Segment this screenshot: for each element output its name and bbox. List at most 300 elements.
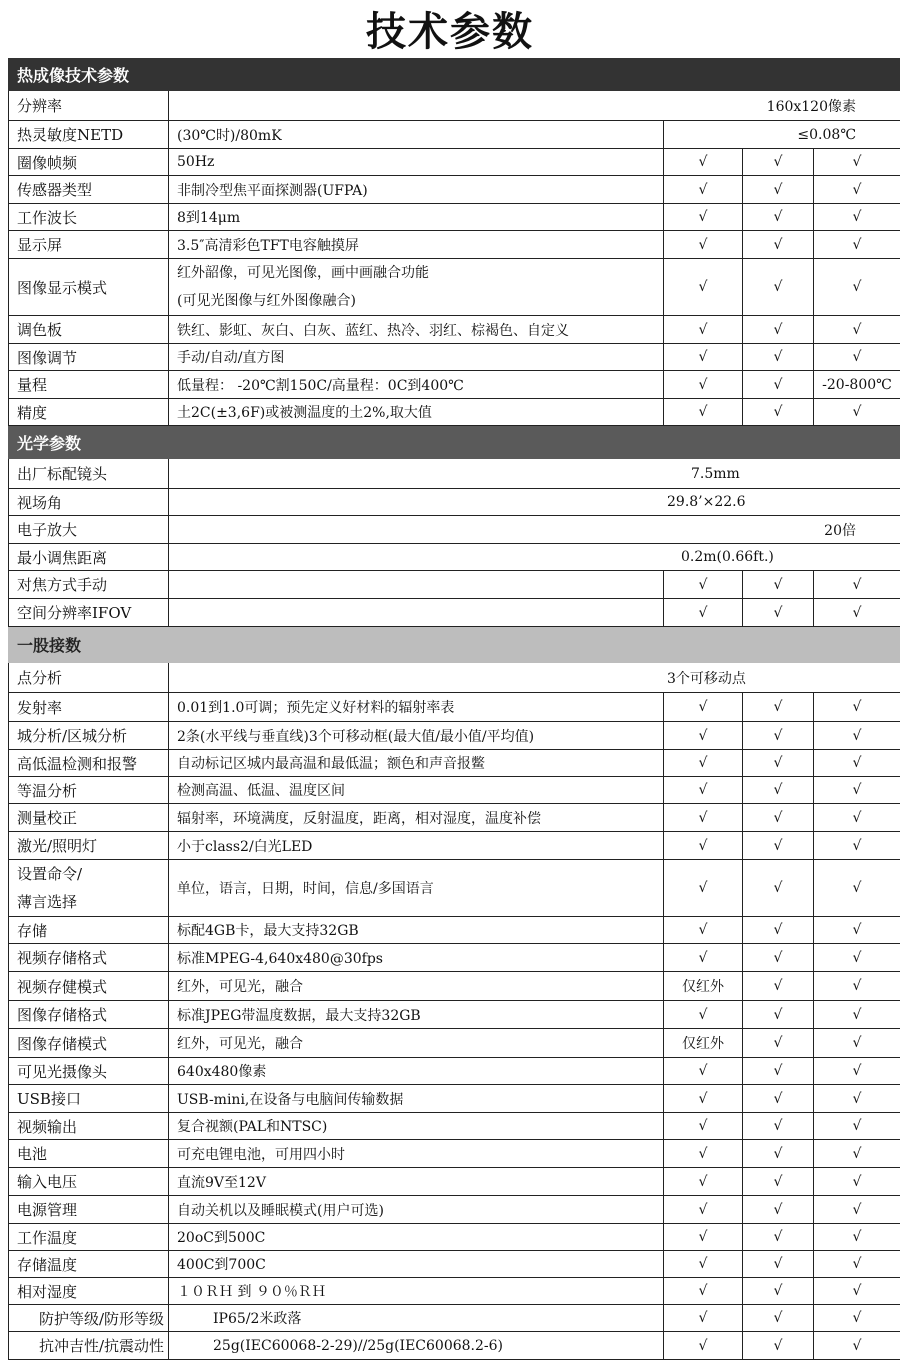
spec-name-cell <box>9 1332 169 1360</box>
spec-name: 调色板 <box>17 321 63 339</box>
spec-wide-value-cell <box>664 91 900 121</box>
spec-row <box>9 917 900 944</box>
check-mark: √ <box>773 837 783 854</box>
spec-name-cell <box>9 1085 169 1113</box>
spec-check-cell <box>664 832 743 860</box>
spec-check-cell <box>743 1140 814 1168</box>
check-mark: √ <box>698 236 708 253</box>
spec-row <box>9 1224 900 1251</box>
spec-wide-value: 0.2m(0.66ft.) <box>681 549 774 565</box>
spec-check-cell <box>743 1251 814 1278</box>
spec-check-cell <box>814 344 900 371</box>
spec-check-cell <box>664 1332 743 1360</box>
spec-row <box>9 1196 900 1224</box>
spec-name-cell <box>9 1140 169 1168</box>
spec-check-cell <box>664 344 743 371</box>
spec-row <box>9 1168 900 1196</box>
check-mark: √ <box>773 1256 783 1272</box>
spec-desc-cell <box>169 371 664 399</box>
spec-check-cell <box>814 1224 900 1251</box>
spec-name: 发射率 <box>17 698 63 717</box>
spec-name-cell <box>9 722 169 750</box>
spec-desc-cell <box>169 149 664 176</box>
spec-check-cell <box>664 1058 743 1085</box>
check-mark: √ <box>852 949 862 966</box>
spec-name-cell <box>9 1278 169 1305</box>
spec-name: 空间分辨率IFOV <box>17 604 132 622</box>
check-mark: √ <box>698 809 708 826</box>
spec-row <box>9 722 900 750</box>
check-mark: √ <box>773 978 783 994</box>
spec-check-cell <box>743 972 814 1001</box>
check-mark: √ <box>773 1229 783 1245</box>
check-mark: √ <box>773 209 783 225</box>
check-mark: √ <box>852 1283 862 1299</box>
spec-name-cell <box>9 544 169 571</box>
spec-desc: 直流9V至12V <box>177 1174 266 1191</box>
check-mark: √ <box>698 181 708 198</box>
spec-check-cell <box>664 944 743 972</box>
spec-check-cell <box>743 722 814 750</box>
spec-name-cell <box>9 944 169 972</box>
spec-desc: 检测高温、低温、温度区间 <box>177 783 345 799</box>
spec-row <box>9 371 900 399</box>
spec-check-cell <box>664 1196 743 1224</box>
spec-desc: 复合视额(PAL和NTSC) <box>177 1119 328 1135</box>
spec-wide-value-cell <box>664 516 900 544</box>
spec-check-cell <box>664 917 743 944</box>
spec-name: 相对湿度 <box>17 1282 78 1301</box>
spec-desc-cell <box>169 204 664 231</box>
spec-check-cell <box>664 599 743 627</box>
spec-desc-cell <box>169 944 664 972</box>
spec-name: 视频存健模式 <box>17 977 108 996</box>
spec-check-cell <box>664 176 743 204</box>
check-mark: √ <box>773 1283 783 1299</box>
spec-name-cell <box>9 1196 169 1224</box>
check-mark: √ <box>852 1256 862 1272</box>
check-mark: √ <box>773 1173 783 1190</box>
spec-check-cell <box>814 571 900 599</box>
spec-name: 最小调焦距离 <box>17 548 108 567</box>
spec-name-cell <box>9 399 169 426</box>
check-mark: √ <box>698 1201 708 1218</box>
spec-check-cell <box>664 1278 743 1305</box>
spec-desc-line2: (可见光图像与红外图像融合) <box>177 293 356 309</box>
spec-name-cell <box>9 459 169 489</box>
spec-name-cell <box>9 599 169 627</box>
check-mark: √ <box>852 1090 862 1107</box>
spec-check-cell <box>814 176 900 204</box>
spec-name: 存储 <box>17 921 48 940</box>
spec-row <box>9 204 900 231</box>
spec-desc-cell <box>169 176 664 204</box>
spec-desc: 铁红、影虹、灰白、白灰、蓝红、热冷、羽红、棕褐色、自定义 <box>177 322 569 339</box>
check-mark: √ <box>852 978 862 994</box>
spec-desc: 可充电锂电池，可用四小时 <box>177 1146 345 1163</box>
spec-name: 视场角 <box>17 493 63 512</box>
section-title: 热成像技术参数 <box>9 59 900 91</box>
spec-desc: 非制冷型焦平面探测器(UFPA) <box>177 182 368 199</box>
spec-check-cell <box>743 149 814 176</box>
check-mark: √ <box>773 1035 783 1051</box>
spec-row <box>9 944 900 972</box>
spec-desc-cell <box>169 259 664 316</box>
spec-name: 量程 <box>17 376 48 394</box>
check-mark: √ <box>852 1145 862 1162</box>
spec-name: 电池 <box>17 1145 48 1163</box>
spec-name: 图像显示模式 <box>17 278 108 297</box>
spec-check-cell <box>743 176 814 204</box>
spec-name: USB接口 <box>17 1090 81 1108</box>
page-title: 技术参数 <box>366 9 534 55</box>
check-mark: √ <box>698 279 708 295</box>
spec-check-cell <box>743 832 814 860</box>
check-mark: √ <box>852 236 862 253</box>
spec-check-cell <box>814 1085 900 1113</box>
spec-desc-cell <box>169 1224 664 1251</box>
check-mark: -20-800℃ <box>822 376 892 393</box>
spec-name: 输入电压 <box>17 1173 78 1191</box>
spec-row <box>9 1251 900 1278</box>
spec-desc: 400C到700C <box>177 1257 266 1273</box>
spec-check-cell <box>743 399 814 426</box>
spec-name-cell <box>9 693 169 722</box>
spec-wide-value-cell <box>169 544 900 571</box>
spec-desc-cell <box>169 1278 664 1305</box>
spec-check-cell <box>664 1168 743 1196</box>
spec-row <box>9 489 900 516</box>
spec-check-cell <box>814 1029 900 1058</box>
spec-check-cell <box>814 1168 900 1196</box>
spec-desc: 3.5″高清彩色TFT电容触摸屏 <box>177 237 359 254</box>
section-header-row <box>9 59 900 91</box>
spec-check-cell <box>814 149 900 176</box>
spec-check-cell <box>743 571 814 599</box>
spec-desc-cell <box>169 804 664 832</box>
check-mark: √ <box>773 1090 783 1107</box>
spec-check-cell <box>743 204 814 231</box>
spec-row <box>9 832 900 860</box>
spec-check-cell <box>743 1113 814 1140</box>
check-mark: √ <box>698 1173 708 1190</box>
spec-name: 图像存储格式 <box>17 1006 108 1024</box>
spec-row <box>9 750 900 777</box>
spec-name-cell <box>9 316 169 344</box>
spec-name: 对焦方式手动 <box>17 576 108 594</box>
spec-check-cell <box>743 1305 814 1332</box>
spec-desc: 25g(IEC60068-2-29)//25g(IEC60068.2-6) <box>213 1337 504 1354</box>
section-header-row <box>9 627 900 663</box>
check-mark: √ <box>698 376 708 393</box>
spec-check-cell <box>743 344 814 371</box>
spec-name-cell <box>9 91 169 121</box>
check-mark: √ <box>852 782 862 798</box>
spec-name: 激光/照明灯 <box>17 837 98 855</box>
check-mark: √ <box>852 1310 862 1326</box>
spec-check-cell <box>814 917 900 944</box>
spec-check-cell <box>814 1113 900 1140</box>
spec-check-cell <box>664 1113 743 1140</box>
check-mark: √ <box>852 604 862 621</box>
check-mark: √ <box>698 1090 708 1107</box>
spec-desc-cell <box>169 972 664 1001</box>
check-mark: √ <box>773 1063 783 1079</box>
check-mark: √ <box>698 404 708 420</box>
spec-check-cell <box>814 777 900 804</box>
check-mark: √ <box>698 1337 708 1354</box>
spec-wide-value-cell <box>169 663 900 693</box>
spec-name-cell <box>9 516 169 544</box>
spec-check-cell <box>664 750 743 777</box>
check-mark: √ <box>852 755 862 771</box>
spec-row <box>9 972 900 1001</box>
check-mark: √ <box>698 880 708 896</box>
check-mark: √ <box>773 699 783 715</box>
spec-check-cell <box>814 259 900 316</box>
spec-name: 防护等级/防形等级 <box>39 1309 165 1328</box>
spec-row <box>9 1001 900 1029</box>
spec-row <box>9 1113 900 1140</box>
spec-desc: 640x480像素 <box>177 1064 267 1080</box>
spec-row <box>9 599 900 627</box>
spec-check-cell <box>664 1029 743 1058</box>
check-mark: √ <box>698 755 708 771</box>
check-mark: √ <box>773 376 783 393</box>
spec-check-cell <box>814 1058 900 1085</box>
spec-check-cell <box>814 1332 900 1360</box>
spec-check-cell <box>743 1085 814 1113</box>
spec-desc: 标准MPEG-4,640x480@30fps <box>177 950 383 967</box>
check-mark: √ <box>773 349 783 365</box>
spec-name-cell <box>9 344 169 371</box>
spec-name: 出厂标配镜头 <box>17 465 108 483</box>
spec-name: 传感器类型 <box>17 181 93 199</box>
spec-name: 设置命令/ <box>17 865 83 883</box>
spec-name-cell <box>9 176 169 204</box>
spec-name-cell <box>9 1058 169 1085</box>
spec-check-cell <box>814 371 900 399</box>
spec-row <box>9 316 900 344</box>
check-mark: √ <box>698 1310 708 1326</box>
spec-desc-cell <box>169 1332 664 1360</box>
check-mark: √ <box>773 236 783 253</box>
spec-name: 高低温检测和报警 <box>17 754 138 773</box>
spec-wide-value: ≤0.08℃ <box>797 126 856 143</box>
spec-row <box>9 259 900 316</box>
spec-row <box>9 1278 900 1305</box>
check-mark: √ <box>698 154 708 170</box>
check-mark: √ <box>773 1201 783 1218</box>
spec-name-cell <box>9 1251 169 1278</box>
check-mark: √ <box>773 576 783 593</box>
check-mark: √ <box>698 1118 708 1134</box>
spec-table-body <box>9 59 900 1360</box>
check-mark: √ <box>773 949 783 966</box>
spec-name-cell <box>9 149 169 176</box>
spec-check-cell <box>814 231 900 259</box>
spec-desc: 自动关机以及睡眠模式(用户可选) <box>177 1202 384 1219</box>
check-mark: √ <box>852 837 862 854</box>
spec-name-cell <box>9 804 169 832</box>
spec-wide-value: 20倍 <box>824 522 856 539</box>
check-mark: √ <box>698 576 708 593</box>
spec-check-cell <box>743 1058 814 1085</box>
spec-wide-value-cell <box>169 489 900 516</box>
spec-row <box>9 516 900 544</box>
check-mark: √ <box>773 1006 783 1023</box>
check-mark: √ <box>773 880 783 896</box>
section-title: 一股接数 <box>9 627 900 663</box>
spec-desc-cell <box>169 231 664 259</box>
spec-wide-value-cell <box>169 459 900 489</box>
check-mark: √ <box>773 181 783 198</box>
check-mark: √ <box>698 1006 708 1023</box>
spec-desc: 8到14μm <box>177 210 241 226</box>
spec-name: 城分析/区城分析 <box>17 727 128 745</box>
spec-check-cell <box>814 944 900 972</box>
check-mark: √ <box>698 1229 708 1245</box>
spec-check-cell <box>743 750 814 777</box>
spec-table <box>8 58 900 1360</box>
spec-check-cell <box>664 860 743 917</box>
spec-desc: 红外，可见光，融合 <box>177 1036 303 1052</box>
check-mark: √ <box>773 604 783 621</box>
spec-check-cell <box>664 1001 743 1029</box>
spec-row <box>9 777 900 804</box>
spec-check-cell <box>814 972 900 1001</box>
spec-check-cell <box>814 399 900 426</box>
spec-check-cell <box>743 1029 814 1058</box>
spec-name-cell <box>9 231 169 259</box>
spec-name-line2: 薄言选择 <box>17 893 78 911</box>
spec-desc: 2条(水平线与垂直线)3个可移动框(最大值/最小值/平均值) <box>177 728 535 745</box>
spec-check-cell <box>664 804 743 832</box>
spec-name-cell <box>9 1001 169 1029</box>
check-mark: √ <box>852 809 862 826</box>
spec-check-cell <box>664 316 743 344</box>
check-mark: √ <box>852 181 862 198</box>
check-mark: √ <box>698 949 708 966</box>
check-mark: √ <box>773 279 783 295</box>
check-mark: √ <box>852 349 862 365</box>
spec-name: 可见光摄像头 <box>17 1062 108 1081</box>
spec-name-cell <box>9 832 169 860</box>
spec-name: 热灵敏度NETD <box>17 126 124 144</box>
check-mark: √ <box>852 1337 862 1354</box>
check-mark: √ <box>773 782 783 798</box>
spec-name: 工作温度 <box>17 1228 78 1247</box>
spec-row <box>9 860 900 917</box>
spec-check-cell <box>664 1140 743 1168</box>
spec-name-cell <box>9 1305 169 1332</box>
check-mark: √ <box>773 755 783 771</box>
spec-desc-cell <box>169 750 664 777</box>
spec-desc-cell <box>169 1001 664 1029</box>
spec-name: 图像调节 <box>17 348 78 367</box>
check-mark: √ <box>852 1118 862 1134</box>
check-mark: √ <box>698 209 708 225</box>
spec-desc-cell <box>169 693 664 722</box>
spec-wide-value: 29.8’×22.6 <box>667 494 746 510</box>
spec-desc-cell <box>169 316 664 344</box>
spec-row <box>9 544 900 571</box>
spec-desc: IP65/2米政落 <box>213 1311 302 1327</box>
spec-name-cell <box>9 1113 169 1140</box>
spec-check-cell <box>743 917 814 944</box>
spec-check-cell <box>743 316 814 344</box>
check-mark: √ <box>852 1063 862 1079</box>
spec-row <box>9 121 900 149</box>
spec-desc-cell <box>169 599 664 627</box>
spec-desc-cell <box>169 1113 664 1140</box>
check-mark: √ <box>773 809 783 826</box>
spec-name-cell <box>9 571 169 599</box>
spec-wide-value: 160x120像素 <box>766 98 856 115</box>
spec-desc: 土2C(±3,6F)或被测温度的土2%,取大值 <box>177 405 432 421</box>
check-mark: √ <box>852 404 862 420</box>
spec-desc: １０ＲＨ 到 ９０％ＲＨ <box>177 1284 326 1300</box>
check-mark: √ <box>852 880 862 896</box>
spec-desc-cell <box>169 399 664 426</box>
spec-desc-cell <box>169 121 664 149</box>
spec-check-cell <box>664 571 743 599</box>
spec-check-cell <box>743 944 814 972</box>
spec-desc: 红外，可见光，融合 <box>177 979 303 995</box>
spec-name: 测量校正 <box>17 809 78 827</box>
check-mark: √ <box>773 321 783 338</box>
spec-desc: USB-mini,在设备与电脑间传输数据 <box>177 1091 404 1108</box>
spec-desc-cell <box>169 917 664 944</box>
spec-check-cell <box>814 1305 900 1332</box>
spec-desc: 手动/自动/直方图 <box>177 350 285 366</box>
spec-check-cell <box>743 693 814 722</box>
spec-check-cell <box>664 1085 743 1113</box>
spec-row <box>9 459 900 489</box>
spec-desc-cell <box>169 1251 664 1278</box>
check-mark: 仅红外 <box>682 979 724 995</box>
spec-row <box>9 91 900 121</box>
spec-name: 图像存储模式 <box>17 1034 108 1053</box>
spec-check-cell <box>743 371 814 399</box>
spec-desc: 低量程： -20℃割150C/高量程：0C到400℃ <box>177 377 464 394</box>
spec-name-cell <box>9 1168 169 1196</box>
check-mark: √ <box>852 1229 862 1245</box>
check-mark: √ <box>852 727 862 744</box>
spec-desc-cell <box>169 722 664 750</box>
spec-row <box>9 1305 900 1332</box>
spec-desc-cell <box>169 1196 664 1224</box>
spec-name-cell <box>9 204 169 231</box>
spec-desc-cell <box>169 1085 664 1113</box>
spec-check-cell <box>743 1001 814 1029</box>
spec-check-cell <box>664 1305 743 1332</box>
spec-row <box>9 1140 900 1168</box>
spec-desc: 标配4GB卡，最大支持32GB <box>177 923 359 939</box>
spec-desc: 20oC到500C <box>177 1230 266 1246</box>
spec-name: 点分析 <box>17 669 63 687</box>
check-mark: √ <box>773 922 783 938</box>
spec-name: 视频输出 <box>17 1117 78 1136</box>
check-mark: √ <box>773 404 783 420</box>
spec-check-cell <box>814 1251 900 1278</box>
spec-name-cell <box>9 860 169 917</box>
check-mark: √ <box>773 1337 783 1354</box>
check-mark: √ <box>852 209 862 225</box>
spec-check-cell <box>743 804 814 832</box>
check-mark: √ <box>773 1310 783 1326</box>
spec-check-cell <box>743 1196 814 1224</box>
